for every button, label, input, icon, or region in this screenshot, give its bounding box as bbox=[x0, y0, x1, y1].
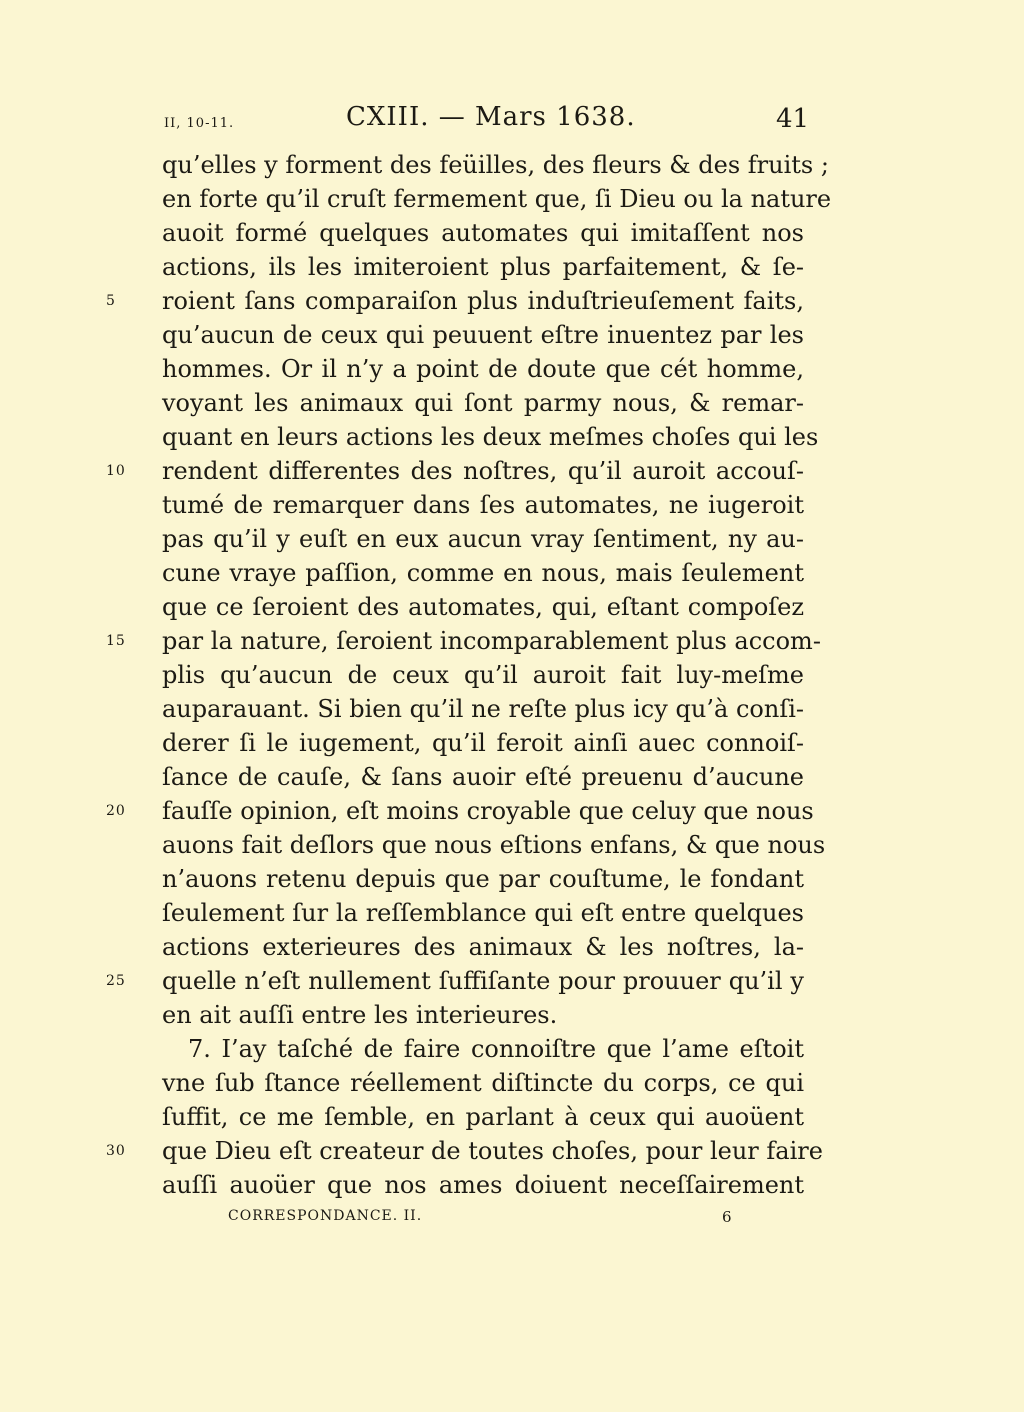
page-number: 41 bbox=[776, 104, 810, 134]
text-line-content: que ce ſeroient des automates, qui, eſtant compoſez bbox=[162, 593, 804, 621]
text-line bbox=[162, 1168, 804, 1202]
text-line bbox=[162, 590, 804, 624]
text-line bbox=[162, 1066, 804, 1100]
text-line-content: en ait auſſi entre les interieures. bbox=[162, 1001, 558, 1029]
text-line-content: actions exterieures des animaux & les noſtres, la- bbox=[162, 933, 804, 961]
line-number: 15 bbox=[106, 633, 126, 649]
text-line-content: roient ſans comparaiſon plus induſtrieuſement faits, bbox=[162, 287, 804, 315]
text-line-content: voyant les animaux qui ſont parmy nous, & remar- bbox=[162, 389, 804, 417]
text-line-content: ſance de cauſe, & ſans auoir eſté preuenu d’aucune bbox=[162, 763, 804, 791]
text-line-content: quelle n’eſt nullement ſuffiſante pour prouuer qu’il y bbox=[162, 967, 804, 995]
text-line bbox=[162, 250, 804, 284]
text-line bbox=[162, 760, 804, 794]
text-line-content: qu’aucun de ceux qui peuuent eſtre inuentez par les bbox=[162, 321, 804, 349]
text-line bbox=[162, 658, 804, 692]
text-line-content: plis qu’aucun de ceux qu’il auroit fait luy-meſme bbox=[162, 661, 804, 689]
text-line-content: hommes. Or il n’y a point de doute que cét homme, bbox=[162, 355, 804, 383]
text-line bbox=[162, 862, 804, 896]
text-line-content: quant en leurs actions les deux meſmes choſes qui les bbox=[162, 423, 819, 451]
text-line bbox=[106, 794, 814, 828]
text-line bbox=[106, 964, 804, 998]
text-line-content: qu’elles y forment des feüilles, des fleurs & des fruits ; bbox=[162, 151, 829, 179]
line-number: 25 bbox=[106, 973, 126, 989]
text-line bbox=[162, 386, 804, 420]
text-line-content: 7. I’ay taſché de faire connoiſtre que l’ame eſtoit bbox=[188, 1035, 804, 1063]
text-line-content: cune vraye paſſion, comme en nous, mais ſeulement bbox=[162, 559, 804, 587]
text-line bbox=[162, 420, 819, 454]
text-line bbox=[162, 216, 804, 250]
text-line-content: que Dieu eſt createur de toutes choſes, pour leur faire bbox=[162, 1137, 823, 1165]
text-line-content: vne ſub ſtance réellement diſtincte du corps, ce qui bbox=[162, 1069, 804, 1097]
text-line bbox=[162, 318, 804, 352]
text-line bbox=[162, 896, 804, 930]
text-line-content: auoit formé quelques automates qui imitaſſent nos bbox=[162, 219, 804, 247]
text-line bbox=[162, 828, 826, 862]
text-line-content: actions, ils les imiteroient plus parfaitement, & ſe- bbox=[162, 253, 804, 281]
text-line bbox=[106, 624, 821, 658]
text-line-content: tumé de remarquer dans ſes automates, ne iugeroit bbox=[162, 491, 804, 519]
text-line bbox=[162, 726, 804, 760]
text-line-content: n’auons retenu depuis que par couſtume, le fondant bbox=[162, 865, 804, 893]
text-line-content: rendent differentes des noſtres, qu’il auroit accouſ- bbox=[162, 457, 804, 485]
body-text bbox=[106, 148, 832, 1202]
text-line bbox=[162, 556, 804, 590]
text-line-content: pas qu’il y euſt en eux aucun vray ſentiment, ny au- bbox=[162, 525, 804, 553]
running-header bbox=[0, 102, 1024, 142]
footer-signature-mark: 6 bbox=[722, 1208, 732, 1226]
text-line bbox=[162, 930, 804, 964]
text-line bbox=[162, 352, 804, 386]
line-number: 10 bbox=[106, 463, 126, 479]
text-line bbox=[162, 522, 804, 556]
text-line bbox=[106, 284, 804, 318]
header-title: CXIII. — Mars 1638. bbox=[346, 102, 636, 132]
line-number: 30 bbox=[106, 1143, 126, 1159]
text-line bbox=[106, 454, 804, 488]
text-line bbox=[162, 1100, 804, 1134]
text-line bbox=[162, 692, 804, 726]
text-line-content: auons fait deſlors que nous eſtions enfans, & que nous bbox=[162, 831, 826, 859]
text-line-content: derer ſi le iugement, qu’il feroit ainſi auec connoiſ- bbox=[162, 729, 804, 757]
text-line bbox=[162, 488, 804, 522]
text-line-content: en forte qu’il cruſt fermement que, ſi Dieu ou la nature bbox=[162, 185, 832, 213]
text-line bbox=[106, 1134, 823, 1168]
line-number: 5 bbox=[106, 293, 116, 309]
text-line bbox=[162, 182, 832, 216]
text-line-content: par la nature, ſeroient incomparablement plus accom- bbox=[162, 627, 821, 655]
text-line-content: ſuffit, ce me ſemble, en parlant à ceux qui auoüent bbox=[162, 1103, 804, 1131]
text-line-content: auſſi auoüer que nos ames doiuent neceſſairement bbox=[162, 1171, 804, 1199]
page-footer bbox=[0, 1208, 1024, 1232]
text-line bbox=[162, 148, 829, 182]
footer-collection-title: CORRESPONDANCE. II. bbox=[228, 1208, 423, 1224]
text-line bbox=[162, 998, 804, 1032]
text-line bbox=[162, 1032, 804, 1066]
text-line-content: fauſſe opinion, eſt moins croyable que celuy que nous bbox=[162, 797, 814, 825]
line-number: 20 bbox=[106, 803, 126, 819]
text-line-content: ſeulement ſur la reſſemblance qui eſt entre quelques bbox=[162, 899, 804, 927]
header-reference: II, 10-11. bbox=[164, 116, 235, 131]
text-line-content: auparauant. Si bien qu’il ne reſte plus icy qu’à conſi- bbox=[162, 695, 804, 723]
